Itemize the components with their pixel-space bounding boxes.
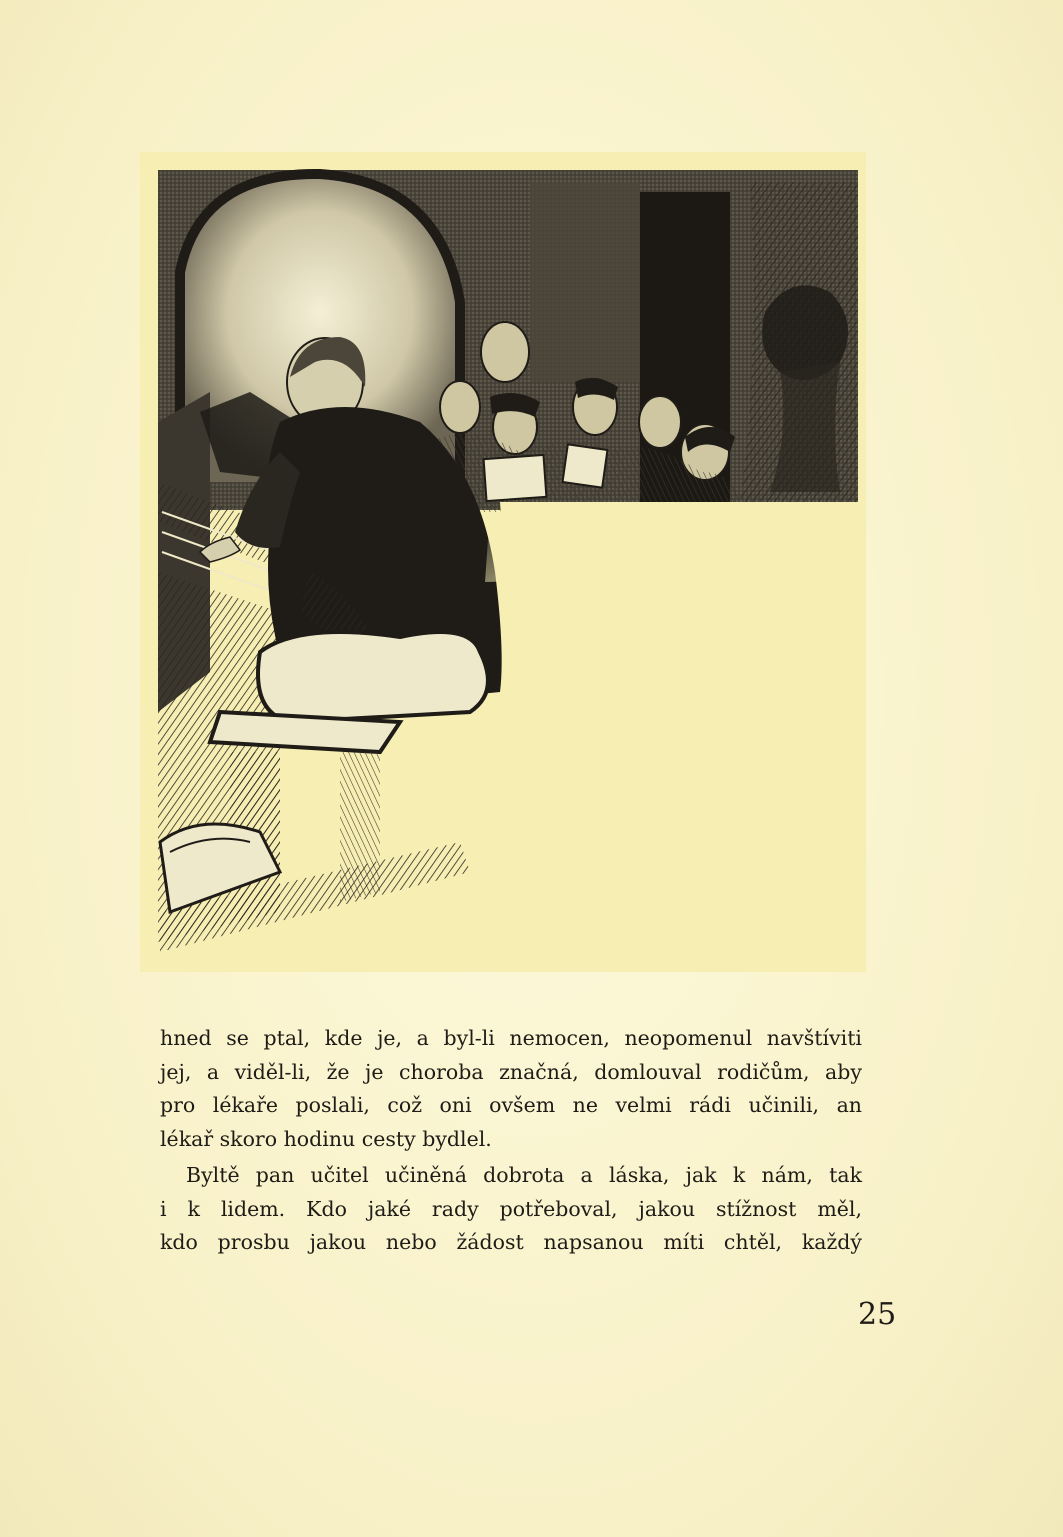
illustration-drawing <box>140 152 866 972</box>
text-line: lékař skoro hodinu cesty bydlel. <box>160 1126 492 1151</box>
text-line: i k lidem. Kdo jaké rady potřeboval, jakou stížnost měl, <box>160 1196 862 1221</box>
organ-bench <box>258 632 488 722</box>
text-line: kdo prosbu jakou nebo žádost napsanou míti chtěl, každý <box>160 1230 862 1254</box>
text-line: hned se ptal, kde je, a byl-li nemocen, neopomenul navštíviti <box>160 1026 862 1050</box>
page-number: 25 <box>858 1297 897 1332</box>
organist-and-choir-illustration <box>140 152 866 972</box>
text-line: jej, a viděl-li, že je choroba značná, domlouval rodičům, aby <box>160 1059 862 1084</box>
text-line: Byltě pan učitel učiněná dobrota a láska, jak k nám, tak <box>186 1163 862 1187</box>
body-text <box>160 1022 862 1260</box>
text-line: pro lékaře poslali, což oni ovšem ne velmi rádi učinili, an <box>160 1093 862 1117</box>
